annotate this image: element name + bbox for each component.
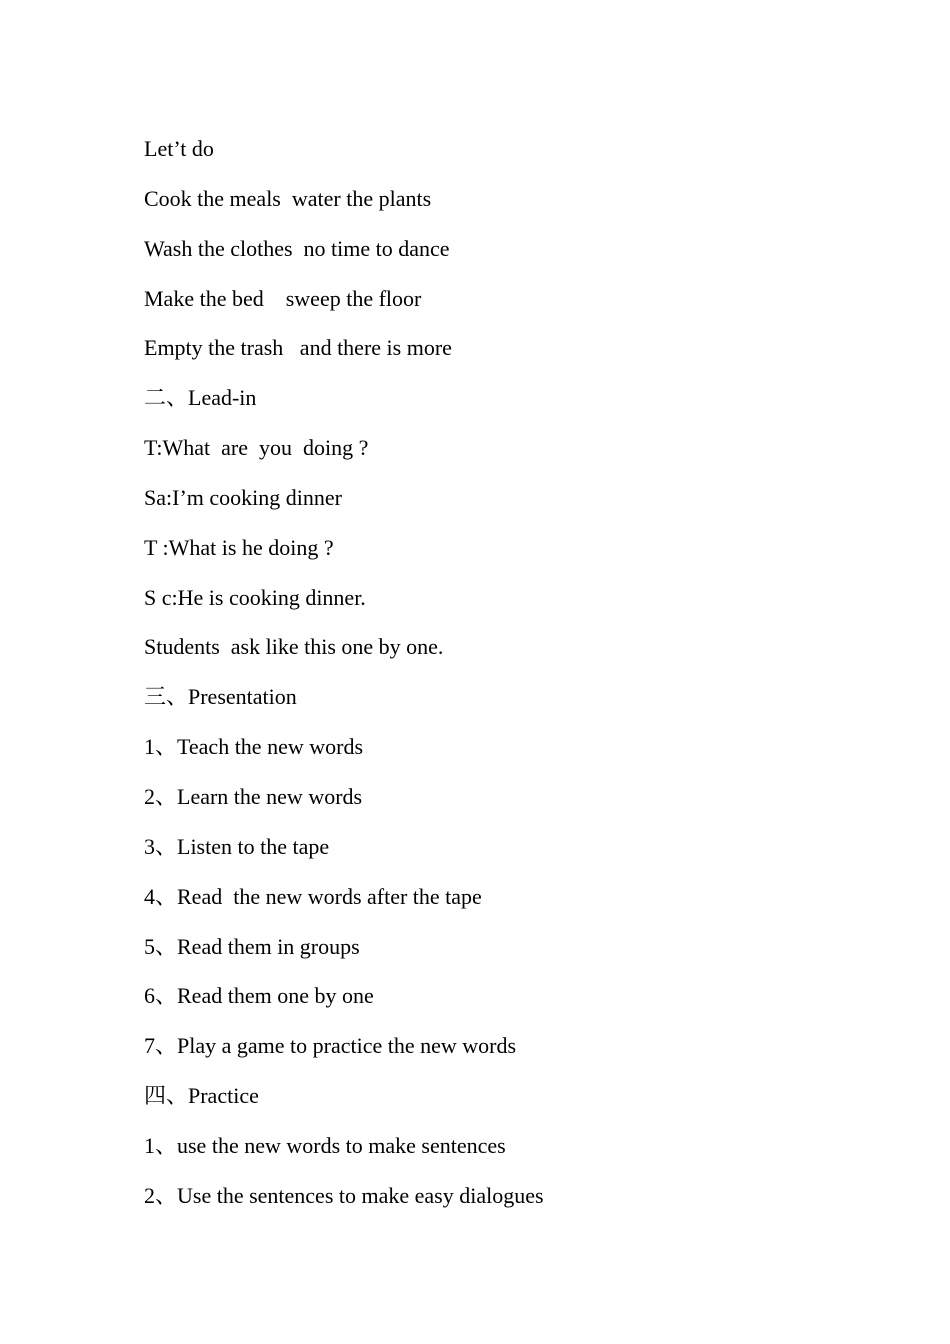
text-line: S c:He is cooking dinner. bbox=[144, 584, 366, 610]
text-line: Let’t do bbox=[144, 136, 214, 161]
list-item: 1、use the new words to make sentences bbox=[144, 1132, 506, 1158]
text-line: T:What are you doing ? bbox=[144, 435, 369, 461]
text-line: Wash the clothes no time to dance bbox=[144, 235, 450, 261]
document-body bbox=[144, 133, 864, 1230]
text-line: Empty the trash and there is more bbox=[144, 335, 452, 361]
list-item: 3、Listen to the tape bbox=[144, 833, 330, 859]
text-line: Sa:I’m cooking dinner bbox=[144, 484, 342, 510]
text-line: Cook the meals water the plants bbox=[144, 185, 432, 211]
section-heading: 四、Practice bbox=[144, 1083, 259, 1109]
list-item: 2、Use the sentences to make easy dialogues bbox=[144, 1182, 544, 1208]
text-line: Make the bed sweep the floor bbox=[144, 285, 422, 311]
list-item: 6、Read them one by one bbox=[144, 983, 374, 1009]
list-item: 4、Read the new words after the tape bbox=[144, 883, 482, 909]
section-heading: 三、Presentation bbox=[144, 684, 297, 710]
text-line: Students ask like this one by one. bbox=[144, 634, 444, 660]
text-line: T :What is he doing ? bbox=[144, 534, 334, 560]
list-item: 2、Learn the new words bbox=[144, 783, 363, 809]
list-item: 5、Read them in groups bbox=[144, 933, 360, 959]
list-item: 1、Teach the new words bbox=[144, 734, 364, 760]
list-item: 7、Play a game to practice the new words bbox=[144, 1033, 517, 1059]
section-heading: 二、Lead-in bbox=[144, 385, 257, 411]
